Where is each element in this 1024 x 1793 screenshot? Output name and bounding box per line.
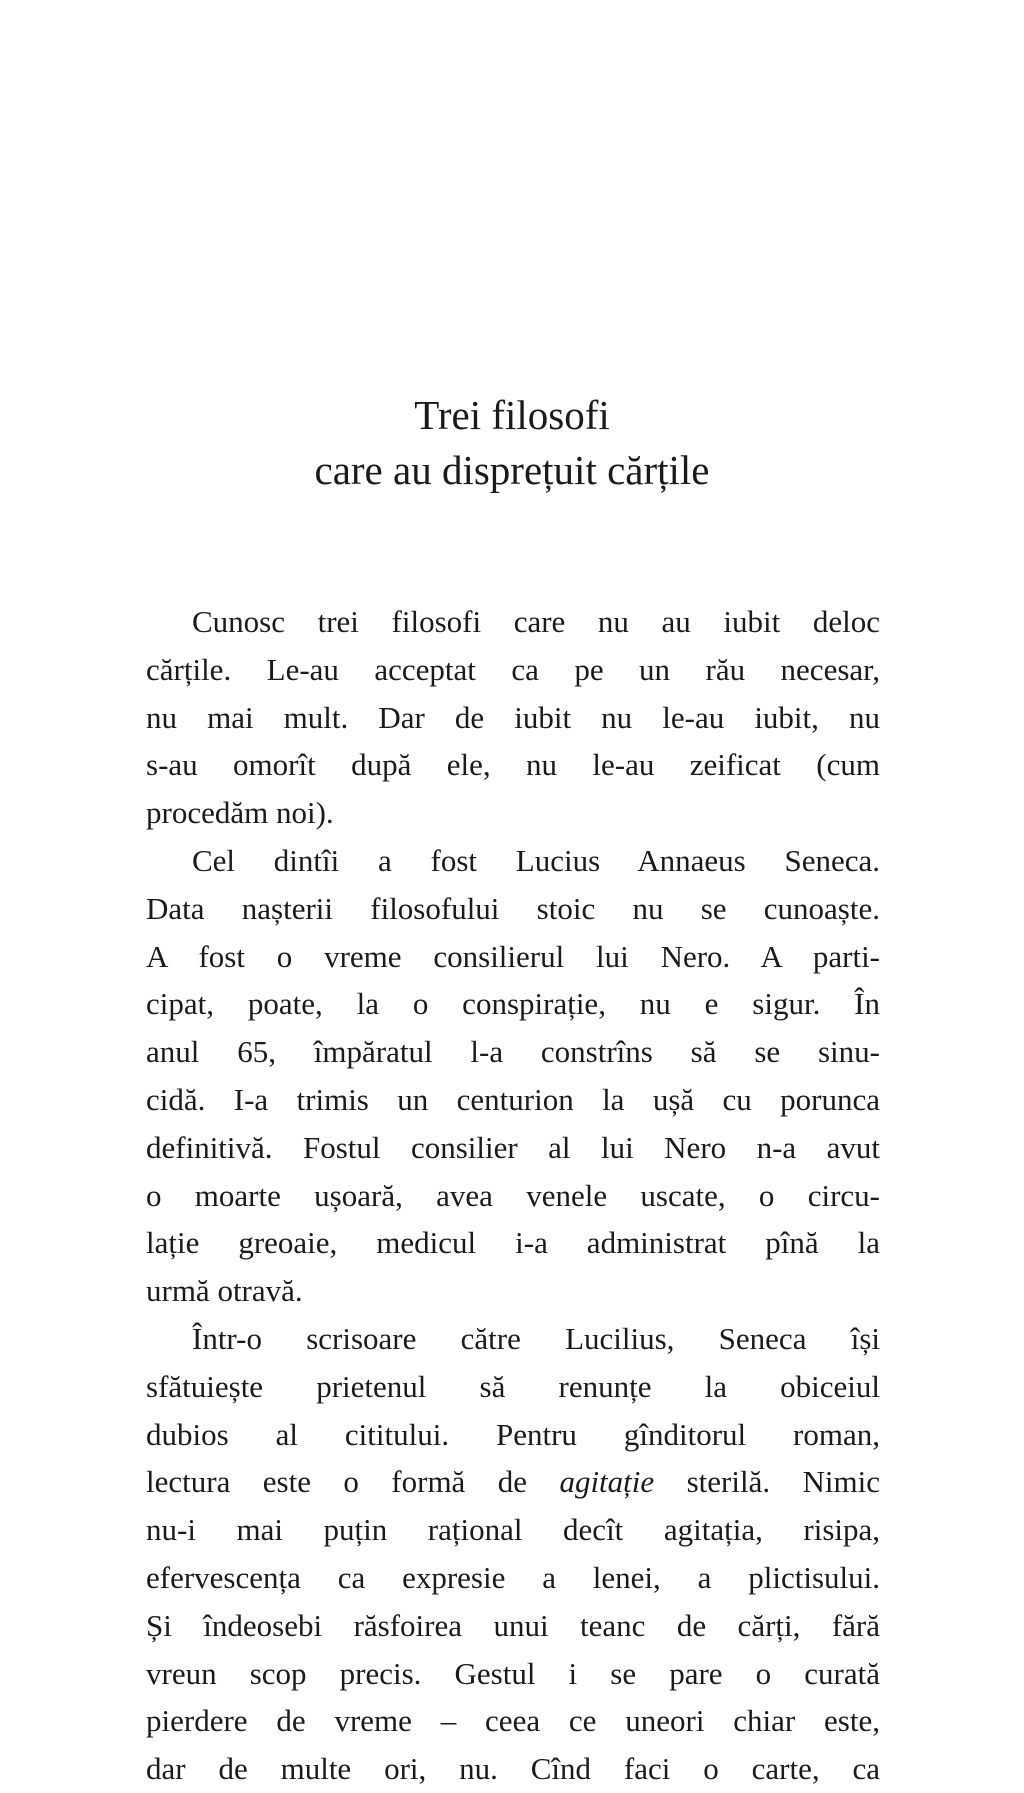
paragraph <box>146 598 880 837</box>
text-line: nu mai mult. Dar de iubit nu le-au iubit, nu <box>146 699 880 735</box>
text-line <box>146 1458 880 1506</box>
text-line: nu-i mai puțin rațional decît agitația, risipa, <box>146 1512 880 1548</box>
italic-emphasis: agitație <box>559 1464 655 1500</box>
text-segment: lectura este o formă de <box>146 1464 560 1500</box>
text-line: Cel dintîi a fost Lucius Annaeus Seneca. <box>192 842 880 878</box>
text-line: s-au omorît după ele, nu le-au zeificat (cum <box>146 747 880 783</box>
text-line: Și îndeosebi răsfoirea unui teanc de cărți, fără <box>146 1607 880 1643</box>
text-line: urmă otravă. <box>146 1273 303 1309</box>
text-line: A fost o vreme consilierul lui Nero. A parti- <box>146 938 880 974</box>
chapter-title <box>0 388 1024 498</box>
text-line: cidă. I-a trimis un centurion la ușă cu porunca <box>146 1081 880 1117</box>
text-line: efervescența ca expresie a lenei, a plictisului. <box>146 1559 880 1595</box>
chapter-title-line-2: care au disprețuit cărțile <box>314 447 710 493</box>
text-line: dubios al cititului. Pentru gînditorul roman, <box>146 1416 880 1452</box>
text-line: dar de multe ori, nu. Cînd faci o carte, ca <box>146 1751 880 1787</box>
text-line: anul 65, împăratul l-a constrîns să se sinu- <box>146 1034 880 1070</box>
text-line: Într-o scrisoare către Lucilius, Seneca își <box>192 1320 880 1356</box>
text-line: procedăm noi). <box>146 795 334 831</box>
text-line: cărțile. Le-au acceptat ca pe un rău necesar, <box>146 651 880 687</box>
text-line: cipat, poate, la o conspirație, nu e sigur. În <box>146 986 880 1022</box>
paragraph <box>146 837 880 1315</box>
text-line: o moarte ușoară, avea venele uscate, o circu- <box>146 1177 880 1213</box>
body-text <box>146 598 880 1793</box>
text-line: sfătuiește prietenul să renunțe la obiceiul <box>146 1368 880 1404</box>
text-line: Cunosc trei filosofi care nu au iubit deloc <box>192 604 880 639</box>
text-line: vreun scop precis. Gestul i se pare o curată <box>146 1655 880 1691</box>
text-line: definitivă. Fostul consilier al lui Nero n-a avut <box>146 1129 880 1165</box>
paragraph <box>146 1315 880 1793</box>
text-line: lație greoaie, medicul i-a administrat pînă la <box>146 1225 880 1261</box>
text-line: pierdere de vreme – ceea ce uneori chiar este, <box>146 1703 880 1739</box>
chapter-title-line-1: Trei filosofi <box>414 392 610 438</box>
text-segment: sterilă. Nimic <box>654 1464 880 1500</box>
text-line: Data nașterii filosofului stoic nu se cunoaște. <box>146 890 880 926</box>
